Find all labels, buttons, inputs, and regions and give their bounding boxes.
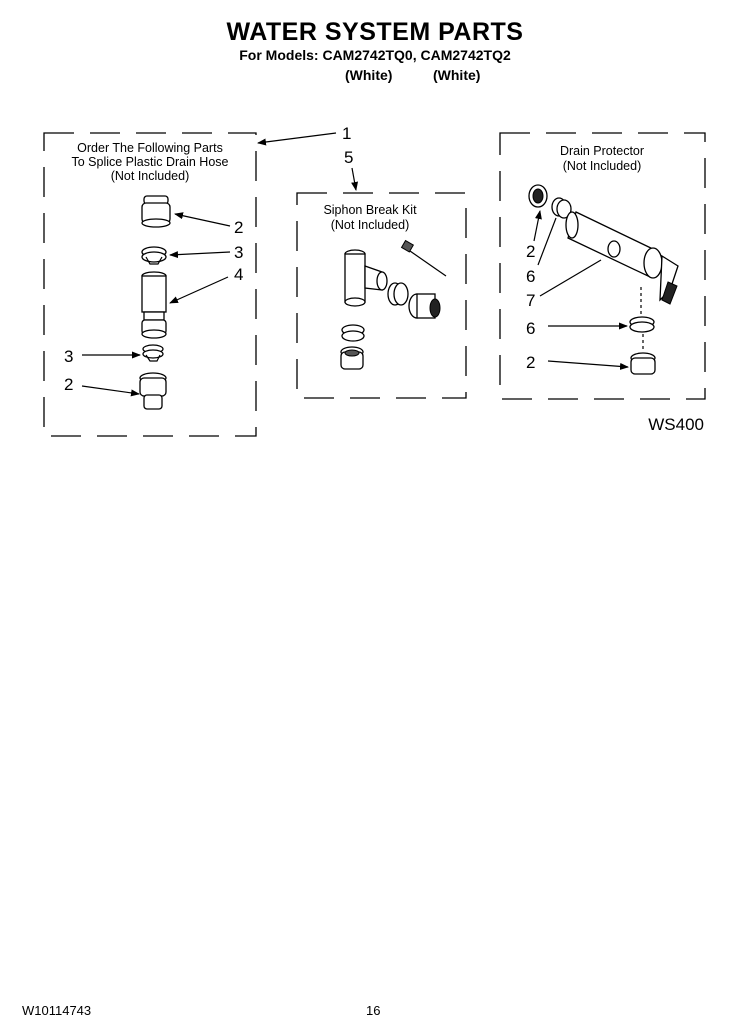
callout-splice-4: 4 <box>234 265 244 284</box>
page-number: 16 <box>366 1003 381 1018</box>
callout-splice-3-top: 3 <box>234 243 244 262</box>
drain-connector-bottom <box>631 353 655 374</box>
hose-connector-top <box>142 196 170 227</box>
drain-clamp-bottom <box>630 317 654 332</box>
siphon-clamp-ring <box>388 283 408 305</box>
splice-caption-line-3: (Not Included) <box>110 169 190 183</box>
model-list: For Models: CAM2742TQ0, CAM2742TQ2 <box>239 47 511 63</box>
splice-caption-line-2: To Splice Plastic Drain Hose <box>71 155 229 169</box>
drain-caption-line-1: Drain Protector <box>559 144 645 158</box>
siphon-break-kit-panel <box>297 148 466 398</box>
document-number: W10114743 <box>22 1003 92 1018</box>
leader-splice-3-top <box>170 252 230 255</box>
leader-drain-2-top <box>534 211 540 241</box>
leader-drain-2-bottom <box>548 361 628 367</box>
siphon-side-connector <box>409 294 440 318</box>
siphon-bottom-connector <box>341 347 363 369</box>
hose-clamp-bottom <box>143 345 163 361</box>
callout-1: 1 <box>342 124 352 143</box>
callout-drain-2-top: 2 <box>526 242 536 261</box>
callout-drain-7: 7 <box>526 291 536 310</box>
callout-drain-6-bottom: 6 <box>526 319 536 338</box>
callout-drain-2-bottom: 2 <box>526 353 536 372</box>
splice-tube <box>142 272 166 338</box>
callout-splice-2-bottom: 2 <box>64 375 74 394</box>
leader-drain-6-top <box>538 218 556 265</box>
drain-caption-line-2: (Not Included) <box>562 159 642 173</box>
siphon-bottom-clamp <box>342 325 364 341</box>
leader-splice-2-bottom <box>82 386 139 394</box>
splice-caption-line-1: Order The Following Parts <box>77 141 223 155</box>
leader-1 <box>258 133 336 143</box>
siphon-caption-line-2: (Not Included) <box>330 218 410 232</box>
drain-connector-top <box>529 185 547 207</box>
splice-parts-panel <box>44 124 354 436</box>
cable-tie <box>402 241 446 276</box>
callout-5: 5 <box>344 148 354 167</box>
leader-drain-7 <box>540 260 601 296</box>
diagram-code: WS400 <box>648 415 704 434</box>
page-title: WATER SYSTEM PARTS <box>226 18 524 46</box>
callout-splice-2-top: 2 <box>234 218 244 237</box>
model-color-2: (White) <box>433 67 481 83</box>
callout-splice-3-bottom: 3 <box>64 347 74 366</box>
hose-clamp-top <box>142 247 166 264</box>
drain-protector-panel <box>500 133 705 399</box>
hose-connector-bottom <box>140 373 166 409</box>
model-color-1: (White) <box>345 67 393 83</box>
siphon-tee-fitting <box>345 250 387 306</box>
drain-protector-body <box>566 212 678 304</box>
siphon-caption-line-1: Siphon Break Kit <box>323 203 417 217</box>
leader-splice-2-top <box>175 214 230 226</box>
leader-splice-4 <box>170 277 228 303</box>
leader-5 <box>352 168 356 190</box>
callout-drain-6-top: 6 <box>526 267 536 286</box>
